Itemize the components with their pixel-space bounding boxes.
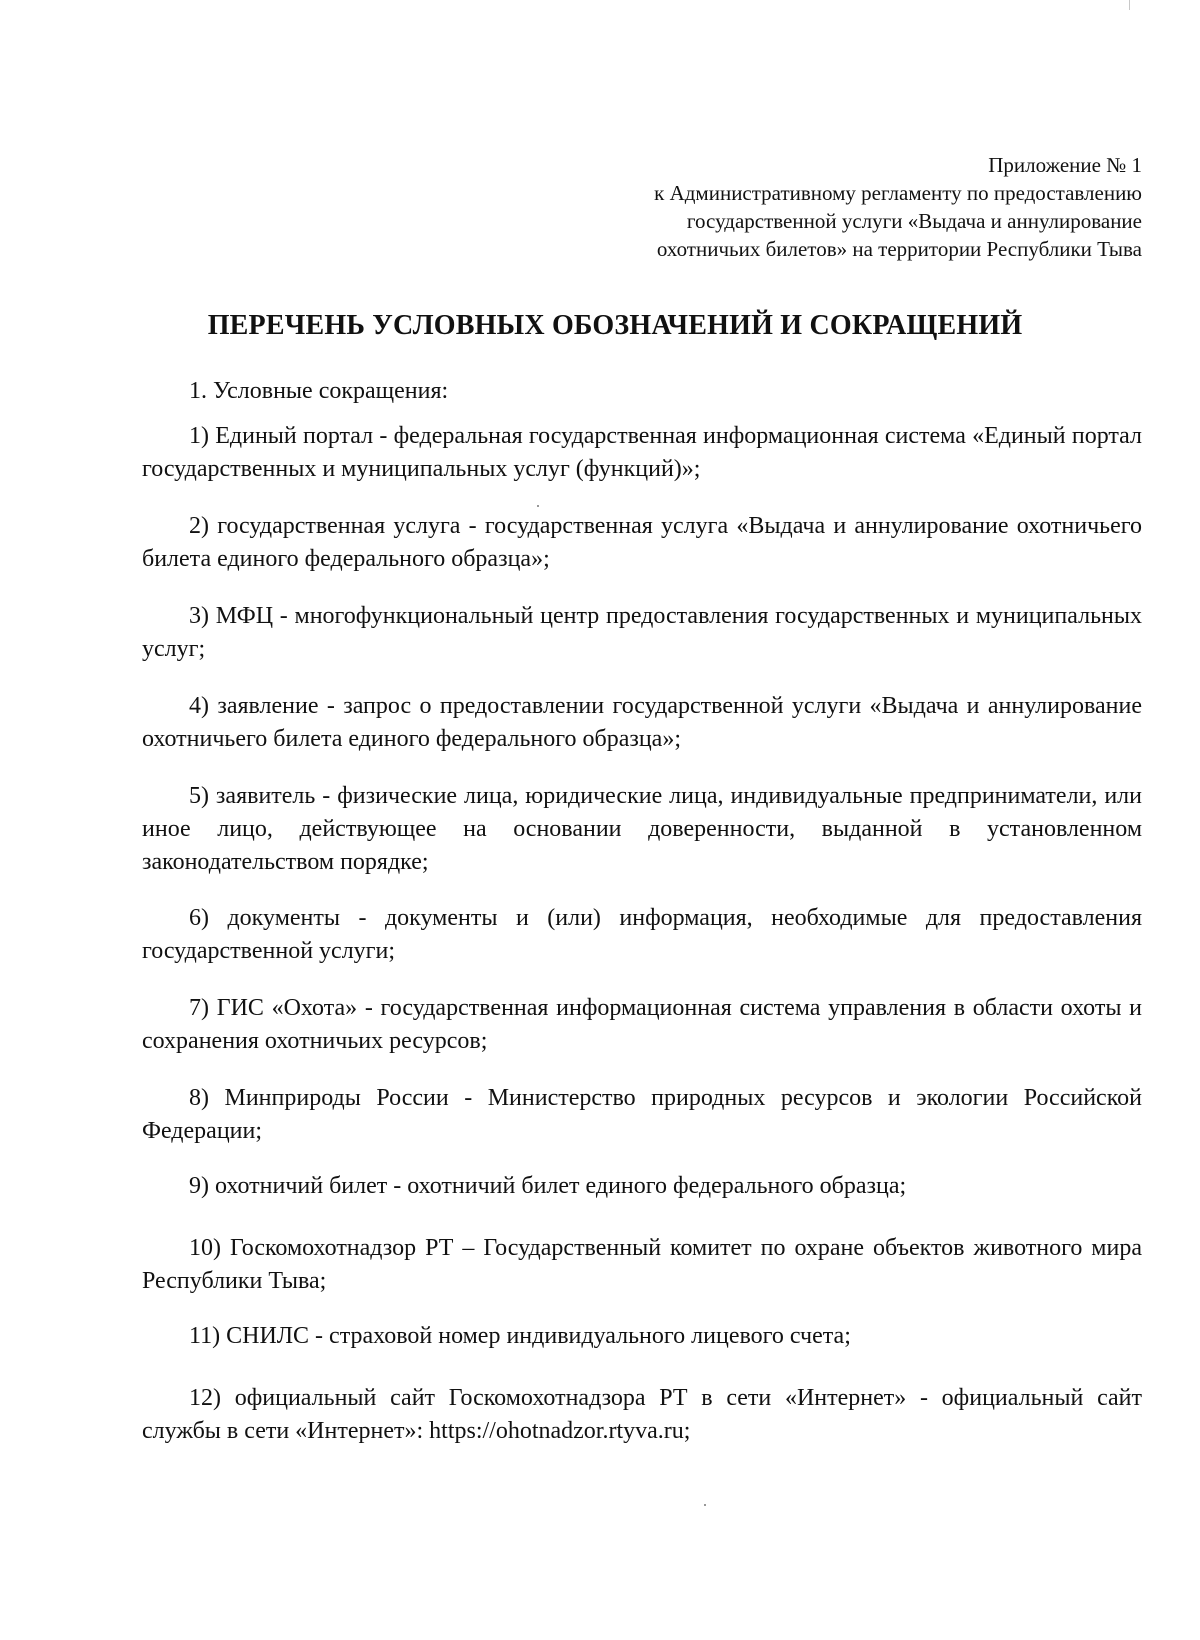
scan-dot <box>537 505 539 507</box>
definition-item: 4) заявление - запрос о предоставлении государственной услуги «Выдача и аннулирование охотничьего билета единого федерального образца»; <box>142 693 1142 752</box>
definition-item: 2) государственная услуга - государственная услуга «Выдача и аннулирование охотничьего билета единого федерального образца»; <box>142 513 1142 572</box>
definition-item: 8) Минприроды России - Министерство природных ресурсов и экологии Российской Федерации; <box>142 1085 1142 1144</box>
definition-item: 6) документы - документы и (или) информация, необходимые для предоставления государственной услуги; <box>142 905 1142 964</box>
definition-item: 1) Единый портал - федеральная государственная информационная система «Единый портал государственных и муниципальных услуг (функций)»; <box>142 423 1142 482</box>
appendix-line: охотничьих билетов» на территории Республики Тыва <box>656 237 1142 261</box>
definition-item: 10) Госкомохотнадзор РТ – Государственный комитет по охране объектов животного мира Республики Тыва; <box>142 1235 1142 1294</box>
appendix-line: государственной услуги «Выдача и аннулирование <box>686 209 1142 233</box>
scan-dot <box>704 1504 706 1506</box>
definition-item: 12) официальный сайт Госкомохотнадзора РТ в сети «Интернет» - официальный сайт службы в сети «Интернет»: https://ohotnadzor.rtyva.ru; <box>142 1385 1142 1444</box>
page-title: ПЕРЕЧЕНЬ УСЛОВНЫХ ОБОЗНАЧЕНИЙ И СОКРАЩЕНИЙ <box>207 310 1023 341</box>
definition-item: 5) заявитель - физические лица, юридические лица, индивидуальные предприниматели, или иное лицо, действующее на основании доверенности, выданной в установленном законодательством порядке; <box>142 783 1142 875</box>
section-heading: 1. Условные сокращения: <box>189 378 449 404</box>
definition-item: 3) МФЦ - многофункциональный центр предоставления государственных и муниципальных услуг; <box>142 603 1142 662</box>
appendix-reference <box>542 151 1142 263</box>
definition-item: 11) СНИЛС - страховой номер индивидуального лицевого счета; <box>189 1323 851 1349</box>
appendix-line: к Административному регламенту по предоставлению <box>654 181 1142 205</box>
definition-item: 9) охотничий билет - охотничий билет единого федерального образца; <box>189 1173 907 1199</box>
scan-edge-mark <box>1129 0 1130 10</box>
definition-item: 7) ГИС «Охота» - государственная информационная система управления в области охоты и сохранения охотничьих ресурсов; <box>142 995 1142 1054</box>
appendix-line: Приложение № 1 <box>988 153 1142 177</box>
